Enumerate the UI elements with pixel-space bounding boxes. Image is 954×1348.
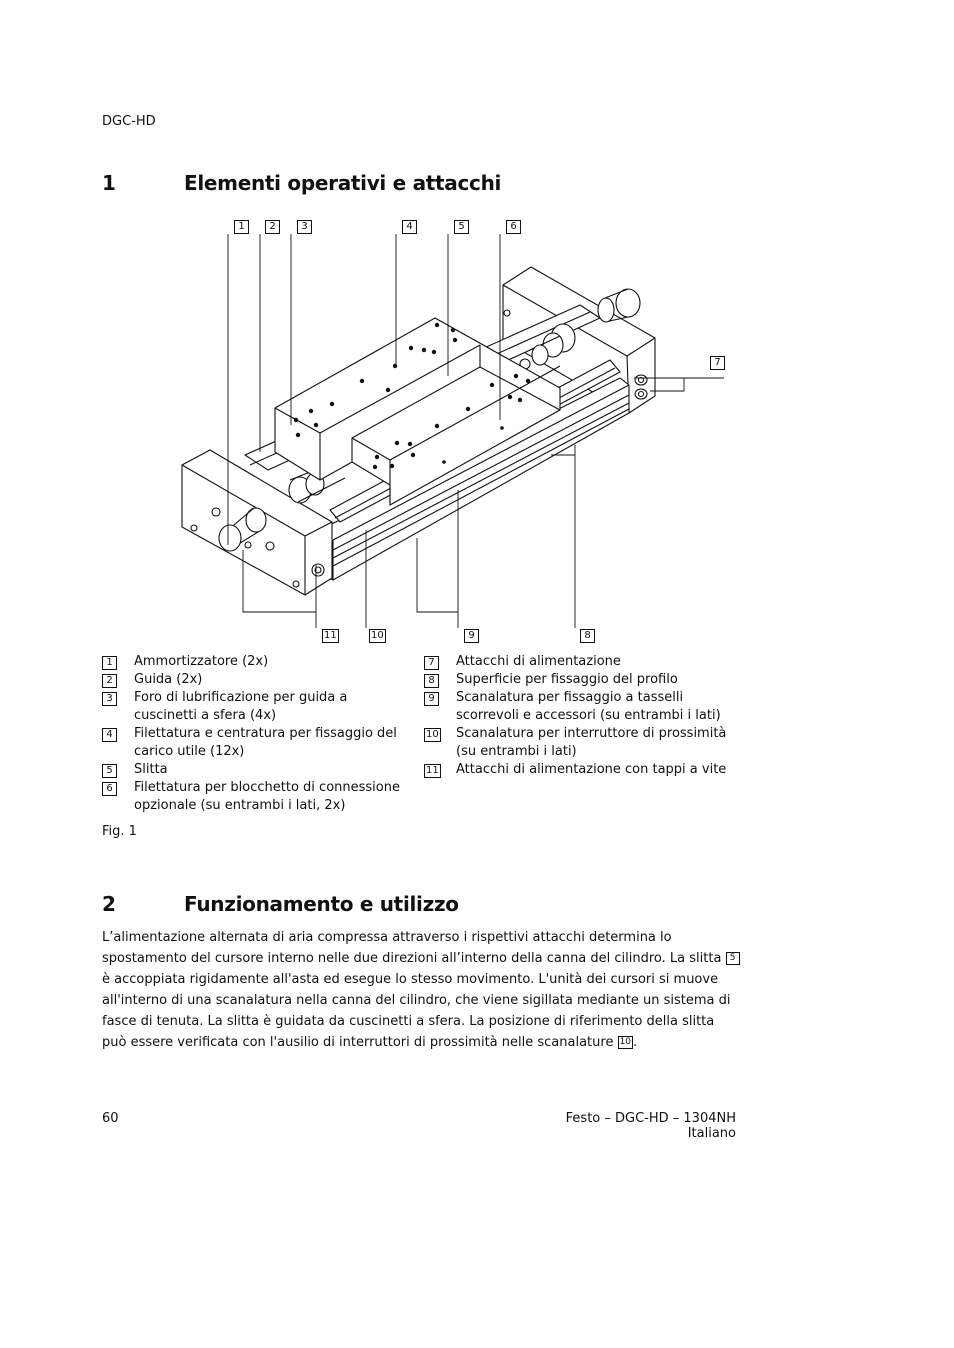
header-doc-code: DGC-HD [102, 114, 156, 129]
legend-text: Filettatura per blocchetto di connessione opzionale (su entrambi i lati, 2x) [134, 780, 400, 813]
callout-6: 6 [506, 220, 521, 234]
legend-item [424, 689, 744, 725]
legend-text: Superficie per fissaggio del profilo [456, 672, 678, 687]
legend-num: 7 [424, 656, 439, 670]
legend-num: 9 [424, 692, 439, 706]
legend-text: Guida (2x) [134, 672, 203, 687]
legend-item [424, 725, 744, 761]
legend-item [424, 653, 744, 671]
callout-9: 9 [464, 629, 479, 643]
legend-item [424, 761, 744, 779]
legend-right [424, 653, 744, 779]
legend-num: 11 [426, 765, 439, 776]
ref-slot: 10 [619, 1037, 632, 1047]
legend-num: 6 [102, 782, 117, 796]
callout-11: 11 [324, 630, 337, 641]
para-text-2: è accoppiata rigidamente all'asta ed esegue lo stesso movimento. L'unità dei cursori si muove all'interno di una scanalatura nella canna del cilindro, che viene sigillata mediante un sistema di fasce di tenuta. La slitta è guidata da cuscinetti a sfera. La posizione di riferimento della slitta può essere verificata con l'ausilio di interruttori di prossimità nelle scanalature [102, 972, 731, 1050]
callout-2: 2 [265, 220, 280, 234]
callout-7: 7 [710, 356, 725, 370]
legend-text: Slitta [134, 762, 168, 777]
legend-num: 2 [102, 674, 117, 688]
legend-num: 4 [102, 728, 117, 742]
legend-text: Scanalatura per interruttore di prossimità (su entrambi i lati) [456, 726, 727, 759]
legend-text: Ammortizzatore (2x) [134, 654, 269, 669]
legend-item [102, 725, 402, 761]
section2-paragraph [102, 927, 742, 1053]
footer-doc-info: Festo – DGC-HD – 1304NH Italiano [565, 1111, 736, 1141]
legend-left [102, 653, 402, 815]
legend-text: Filettatura e centratura per fissaggio del carico utile (12x) [134, 726, 397, 759]
section1-title: Elementi operativi e attacchi [184, 171, 502, 195]
section2-title: Funzionamento e utilizzo [184, 892, 459, 916]
section2-number: 2 [102, 892, 116, 916]
callout-8: 8 [580, 629, 595, 643]
legend-item [424, 671, 744, 689]
legend-num: 1 [102, 656, 117, 670]
figure-drawing [0, 0, 954, 660]
legend-num: 3 [102, 692, 117, 706]
legend-item [102, 671, 402, 689]
legend-num: 8 [424, 674, 439, 688]
section1-number: 1 [102, 171, 116, 195]
legend-item [102, 653, 402, 671]
legend-text: Scanalatura per fissaggio a tasselli scorrevoli e accessori (su entrambi i lati) [456, 690, 721, 723]
callout-10: 10 [371, 630, 384, 641]
callout-1: 1 [234, 220, 249, 234]
legend-item [102, 779, 402, 815]
legend-num: 10 [426, 729, 439, 740]
callout-3: 3 [297, 220, 312, 234]
para-text-1: L’alimentazione alternata di aria compressa attraverso i rispettivi attacchi determina lo spostamento del cursore interno nelle due direzioni all’interno della canna del cilindro. La slitta [102, 930, 726, 966]
legend-item [102, 761, 402, 779]
callout-5: 5 [454, 220, 469, 234]
para-text-3: . [633, 1035, 638, 1050]
legend-text: Attacchi di alimentazione [456, 654, 621, 669]
legend-text: Foro di lubrificazione per guida a cuscinetti a sfera (4x) [134, 690, 348, 723]
ref-slide: 5 [726, 952, 740, 965]
footer-page-number: 60 [102, 1111, 119, 1126]
callout-4: 4 [402, 220, 417, 234]
legend-text: Attacchi di alimentazione con tappi a vite [456, 762, 727, 777]
legend-num: 5 [102, 764, 117, 778]
figure-caption: Fig. 1 [102, 824, 137, 839]
legend-item [102, 689, 402, 725]
